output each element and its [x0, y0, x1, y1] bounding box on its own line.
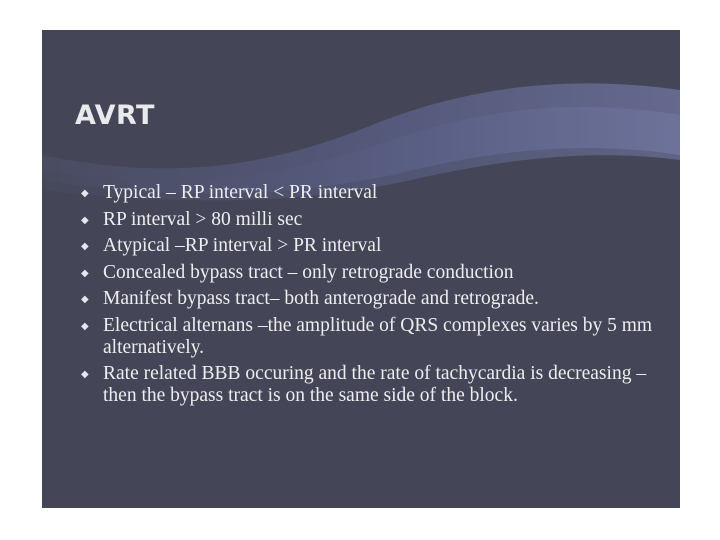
bullet-item: [80, 182, 670, 204]
bullet-text: Rate related BBB occuring and the rate of tachycardia is decreasing –then the bypass tract is on the same side of the block.: [103, 363, 647, 406]
slide-title: AVRT: [75, 100, 155, 131]
bullet-item: [80, 288, 670, 310]
bullet-text: Concealed bypass tract – only retrograde conduction: [103, 261, 514, 283]
bullet-text: Electrical alternans –the amplitude of QRS complexes varies by 5 mm alternatively.: [103, 314, 653, 358]
diamond-bullet-icon: ◆: [81, 369, 89, 380]
bullet-text: Atypical –RP interval > PR interval: [103, 235, 382, 256]
diamond-bullet-icon: ◆: [81, 267, 89, 279]
bullet-item: [80, 235, 670, 257]
bullet-list: [80, 182, 670, 412]
bullet-text: Manifest bypass tract– both anterograde and retrograde.: [103, 288, 539, 309]
slide: [42, 30, 680, 508]
diamond-bullet-icon: ◆: [81, 294, 89, 305]
bullet-text: RP interval > 80 milli sec: [103, 208, 303, 230]
bullet-item: [80, 209, 670, 231]
diamond-bullet-icon: ◆: [81, 241, 89, 252]
bullet-item: [80, 363, 670, 407]
diamond-bullet-icon: ◆: [81, 320, 89, 332]
bullet-item: [80, 262, 670, 284]
diamond-bullet-icon: ◆: [81, 188, 89, 199]
bullet-item: [80, 315, 670, 359]
bullet-text: Typical – RP interval < PR interval: [103, 182, 378, 203]
diamond-bullet-icon: ◆: [81, 214, 89, 226]
